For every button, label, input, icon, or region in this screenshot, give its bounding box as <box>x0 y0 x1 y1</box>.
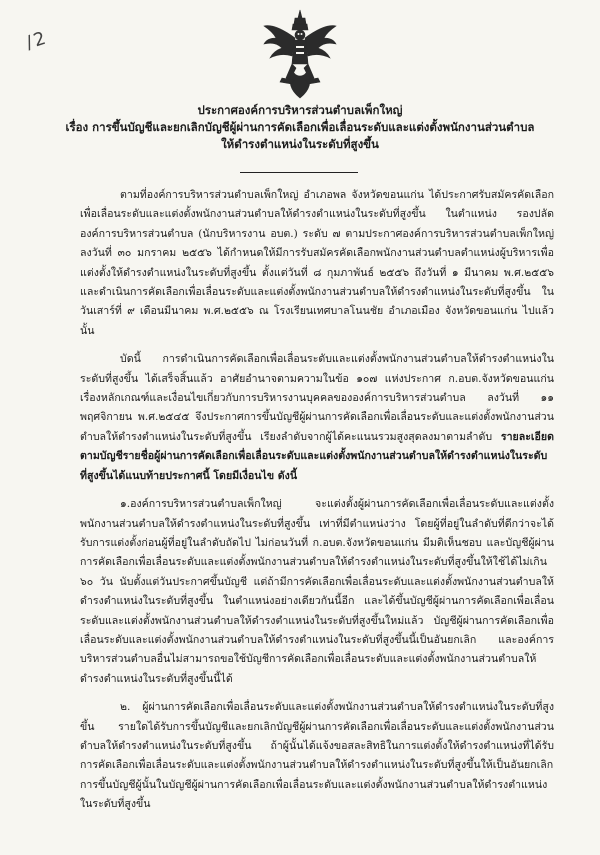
garuda-emblem-icon <box>262 8 338 100</box>
paragraph-announcement-emphasis: รายละเอียดตามบัญชีรายชื่อผู้ผ่านการคัดเลือกเพื่อเลื่อนระดับและแต่งตั้งพนักงานส่วนตำบลให้ดำรงตำแหน่งในระดับที่สูงขึ้นได้แนบท้ายประกาศนี้ โดยมีเงื่อนไข ดังนี้ <box>80 430 554 482</box>
subject-line-continued: ให้ดำรงตำแหน่งในระดับที่สูงขึ้น <box>221 137 379 151</box>
condition-2: ๒. ผู้ผ่านการคัดเลือกเพื่อเลื่อนระดับและแต่งตั้งพนักงานส่วนตำบลให้ดำรงตำแหน่งในระดับที่สูงขึ้น รายใดได้รับการขึ้นบัญชีและยกเลิกบัญชีผู้ผ่านการคัดเลือกเพื่อเลื่อนระดับและแต่งตั้งพนักงานส่วนตำบลให้ดำรงตำแหน่งในระดับที่สูงขึ้น ถ้าผู้นั้นได้แจ้งขอสละสิทธิในการแต่งตั้งให้ดำรงตำแหน่งที่ได้รับการคัดเลือกเพื่อเลื่อนระดับและแต่งตั้งพนักงานส่วนตำบลให้ดำรงตำแหน่งในระดับที่สูงขึ้นให้เป็นอันยกเลิกการขึ้นบัญชีผู้นั้นในบัญชีผู้ผ่านการคัดเลือกเพื่อเลื่อนระดับและแต่งตั้งพนักงานส่วนตำบลให้ดำรงตำแหน่งในระดับที่สูงขึ้น <box>80 701 554 811</box>
paragraph-announcement <box>80 350 554 486</box>
paragraph-announcement-text: บัดนี้ การดำเนินการคัดเลือกเพื่อเลื่อนระดับและแต่งตั้งพนักงานส่วนตำบลให้ดำรงตำแหน่งในระดับที่สูงขึ้น ได้เสร็จสิ้นแล้ว อาศัยอำนาจตามความในข้อ ๑๐๗ แห่งประกาศ ก.อบต.จังหวัดขอนแก่น เรื่องหลักเกณฑ์และเงื่อนไขเกี่ยวกับการบริหารงานบุคคลขององค์การบริหารส่วนตำบล ลงวันที่ ๑๑ พฤศจิกายน พ.ศ.๒๕๔๕ จึงประกาศการขึ้นบัญชีผู้ผ่านการคัดเลือกเพื่อเลื่อนระดับและแต่งตั้งพนักงานส่วนตำบลให้ดำรงตำแหน่งในระดับที่สูงขึ้น เรียงลำดับจากผู้ได้คะแนนรวมสูงสุดลงมาตามลำดับ <box>80 353 554 443</box>
issuer-title: ประกาศองค์การบริหารส่วนตำบลเพ็กใหญ่ <box>197 103 403 117</box>
paragraph-background: ตามที่องค์การบริหารส่วนตำบลเพ็กใหญ่ อำเภอพล จังหวัดขอนแก่น ได้ประกาศรับสมัครคัดเลือกเพื่อเลื่อนระดับและแต่งตั้งพนักงานส่วนตำบลให้ดำรงตำแหน่งในระดับที่สูงขึ้น ในตำแหน่ง รองปลัดองค์การบริหารส่วนตำบล (นักบริหารงาน อบต.) ระดับ ๗ ตามประกาศองค์การบริหารส่วนตำบลเพ็กใหญ่ ลงวันที่ ๓๐ มกราคม ๒๕๕๖ ได้กำหนดให้มีการรับสมัครคัดเลือกพนักงานส่วนตำบลตำแหน่งผู้บริหารเพื่อแต่งตั้งให้ดำรงตำแหน่งในระดับที่สูงขึ้น ตั้งแต่วันที่ ๘ กุมภาพันธ์ ๒๕๕๖ ถึงวันที่ ๑ มีนาคม พ.ศ.๒๕๕๖ และดำเนินการคัดเลือกเพื่อเลื่อนระดับและแต่งตั้งพนักงานส่วนตำบลให้ดำรงตำแหน่งในระดับที่สูงขึ้น ในวันเสาร์ที่ ๙ เดือนมีนาคม พ.ศ.๒๕๕๖ ณ โรงเรียนเทศบาลโนนชัย อำเภอเมือง จังหวัดขอนแก่น ไปแล้ว นั้น <box>80 189 554 337</box>
handwritten-page-mark: /2 <box>23 27 51 54</box>
header-divider <box>240 172 358 173</box>
condition-1: ๑.องค์การบริหารส่วนตำบลเพ็กใหญ่ จะแต่งตั้งผู้ผ่านการคัดเลือกเพื่อเลื่อนระดับและแต่งตั้งพนักงานส่วนตำบลให้ดำรงตำแหน่งในระดับที่สูงขึ้น เท่าที่มีตำแหน่งว่าง โดยผู้ที่อยู่ในลำดับที่ดีกว่าจะได้รับการแต่งตั้งก่อนผู้ที่อยู่ในลำดับถัดไป ไม่ก่อนวันที่ ก.อบต.จังหวัดขอนแก่น มีมติเห็นชอบ และบัญชีผู้ผ่านการคัดเลือกเพื่อเลื่อนระดับและแต่งตั้งพนักงานส่วนตำบลให้ดำรงตำแหน่งในระดับที่สูงขึ้นให้ใช้ได้ไม่เกิน ๖๐ วัน นับตั้งแต่วันประกาศขึ้นบัญชี แต่ถ้ามีการคัดเลือกเพื่อเลื่อนระดับและแต่งตั้งพนักงานส่วนตำบลให้ดำรงตำแหน่งในระดับที่สูงขึ้น ในตำแหน่งอย่างเดียวกันนี้อีก และได้ขึ้นบัญชีผู้ผ่านการคัดเลือกเพื่อเลื่อนระดับและแต่งตั้งพนักงานส่วนตำบลให้ดำรงตำแหน่งในระดับที่สูงขึ้นใหม่แล้ว บัญชีผู้ผ่านการคัดเลือกเพื่อเลื่อนระดับและแต่งตั้งพนักงานส่วนตำบลให้ดำรงตำแหน่งในระดับที่สูงขึ้นนี้เป็นอันยกเลิก และองค์การบริหารส่วนตำบลอื่นไม่สามารถขอใช้บัญชีการคัดเลือกเพื่อเลื่อนระดับและแต่งตั้งพนักงานส่วนตำบลให้ดำรงตำแหน่งในระดับที่สูงขึ้นนี้ได้ <box>80 498 554 685</box>
announcement-body <box>80 186 554 824</box>
subject-line: เรื่อง การขึ้นบัญชีและยกเลิกบัญชีผู้ผ่านการคัดเลือกเพื่อเลื่อนระดับและแต่งตั้งพนักงานส่วนตำบล <box>65 120 535 134</box>
announcement-header <box>40 102 560 153</box>
